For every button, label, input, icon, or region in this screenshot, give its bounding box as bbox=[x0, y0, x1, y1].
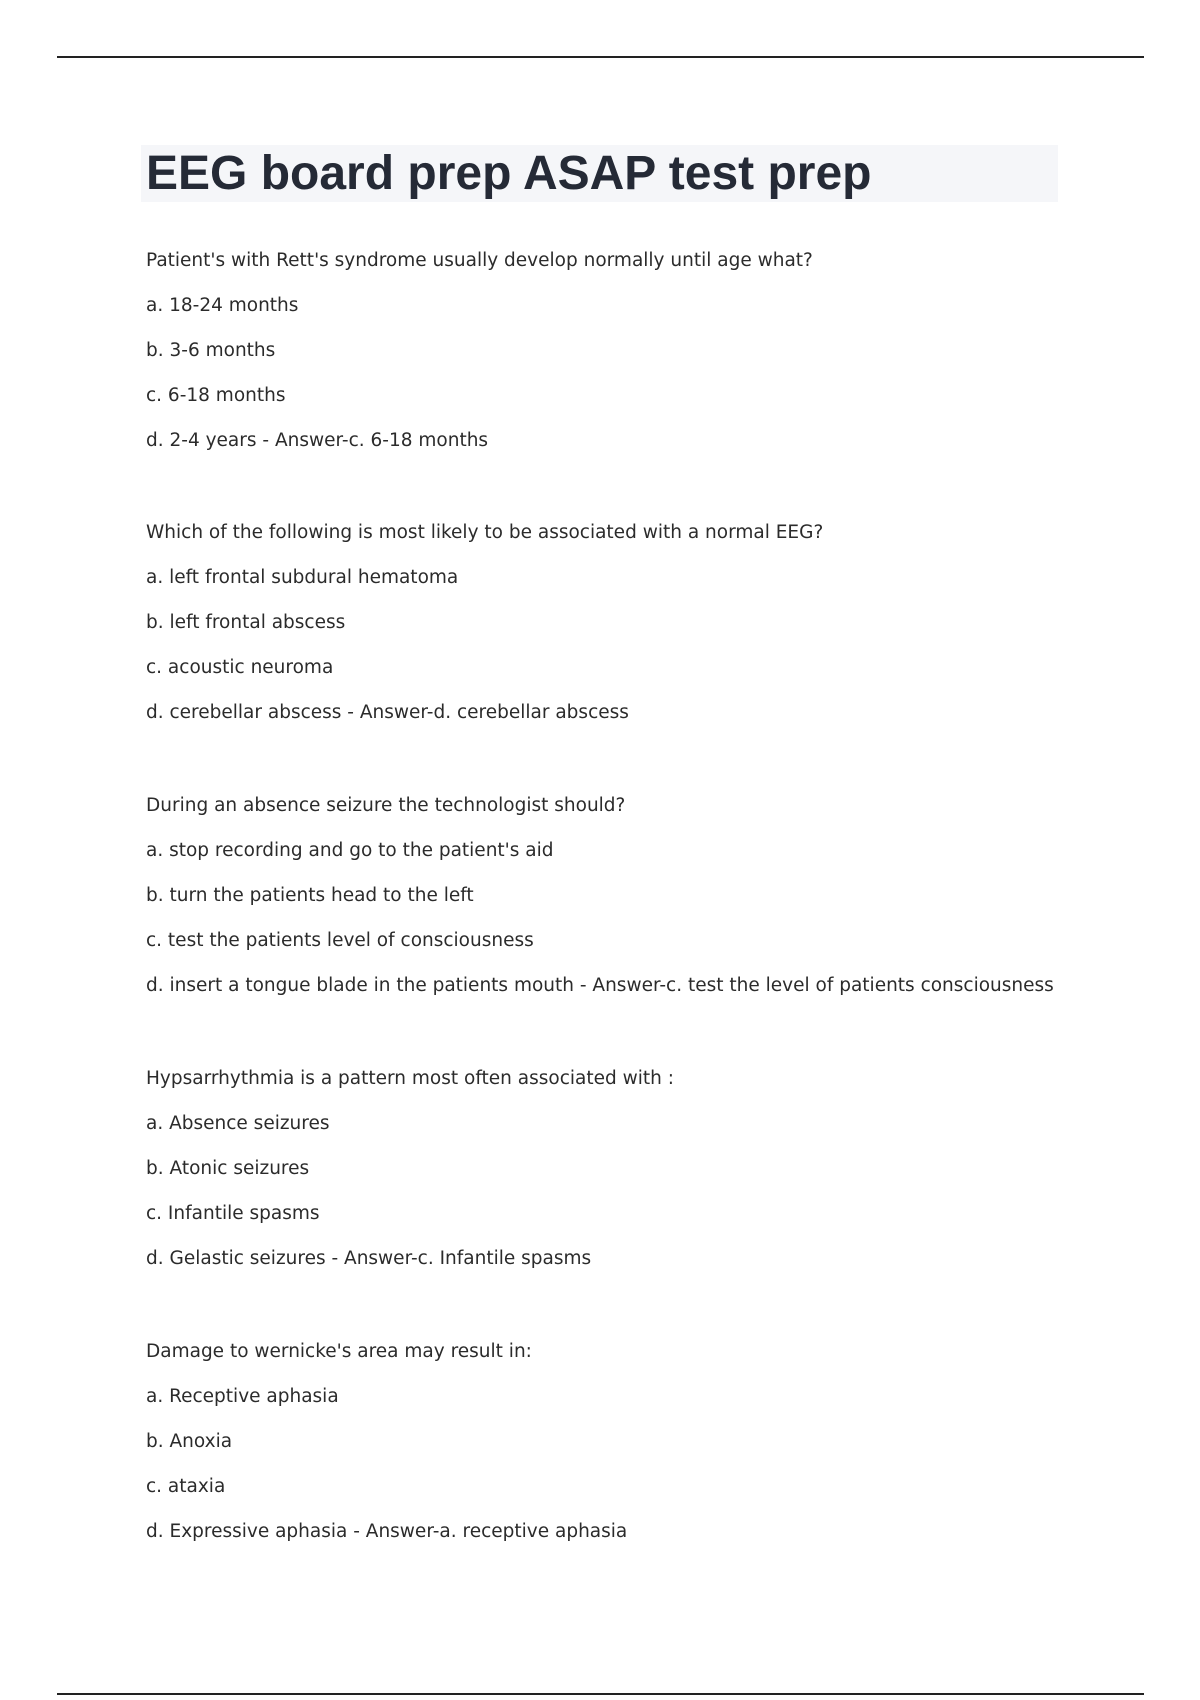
question-text: During an absence seizure the technologist should? bbox=[146, 795, 626, 816]
answer-option: c. test the patients level of consciousness bbox=[146, 930, 534, 951]
document-title: EEG board prep ASAP test prep bbox=[146, 147, 872, 200]
answer-option: a. Absence seizures bbox=[146, 1113, 330, 1134]
answer-option: b. turn the patients head to the left bbox=[146, 885, 474, 906]
question-block bbox=[146, 1340, 1146, 1565]
question-text: Patient's with Rett's syndrome usually develop normally until age what? bbox=[146, 250, 813, 271]
answer-option-with-key: d. 2-4 years - Answer-c. 6-18 months bbox=[146, 430, 489, 451]
answer-option: b. 3-6 months bbox=[146, 340, 276, 361]
question-block bbox=[146, 1067, 1146, 1292]
question-block bbox=[146, 521, 1146, 746]
answer-option: b. Anoxia bbox=[146, 1431, 233, 1452]
answer-option: c. acoustic neuroma bbox=[146, 657, 334, 678]
answer-option: a. stop recording and go to the patient's aid bbox=[146, 840, 554, 861]
footer-rule bbox=[57, 1693, 1144, 1695]
question-text: Which of the following is most likely to be associated with a normal EEG? bbox=[146, 522, 824, 543]
answer-option: b. left frontal abscess bbox=[146, 612, 346, 633]
answer-option: c. 6-18 months bbox=[146, 385, 286, 406]
answer-option: a. Receptive aphasia bbox=[146, 1386, 339, 1407]
question-block bbox=[146, 794, 1146, 1019]
answer-option-with-key: d. Expressive aphasia - Answer-a. receptive aphasia bbox=[146, 1521, 628, 1542]
answer-option: a. left frontal subdural hematoma bbox=[146, 567, 459, 588]
answer-option: a. 18-24 months bbox=[146, 295, 299, 316]
answer-option-with-key: d. cerebellar abscess - Answer-d. cerebellar abscess bbox=[146, 702, 629, 723]
answer-option: b. Atonic seizures bbox=[146, 1158, 310, 1179]
header-rule bbox=[57, 56, 1144, 58]
answer-option: c. ataxia bbox=[146, 1476, 226, 1497]
question-block bbox=[146, 249, 1146, 474]
answer-option: c. Infantile spasms bbox=[146, 1203, 320, 1224]
answer-option-with-key: d. Gelastic seizures - Answer-c. Infantile spasms bbox=[146, 1248, 592, 1269]
question-text: Hypsarrhythmia is a pattern most often associated with : bbox=[146, 1068, 674, 1089]
question-text: Damage to wernicke's area may result in: bbox=[146, 1341, 532, 1362]
answer-option-with-key: d. insert a tongue blade in the patients mouth - Answer-c. test the level of patients consciousness bbox=[146, 975, 1054, 996]
